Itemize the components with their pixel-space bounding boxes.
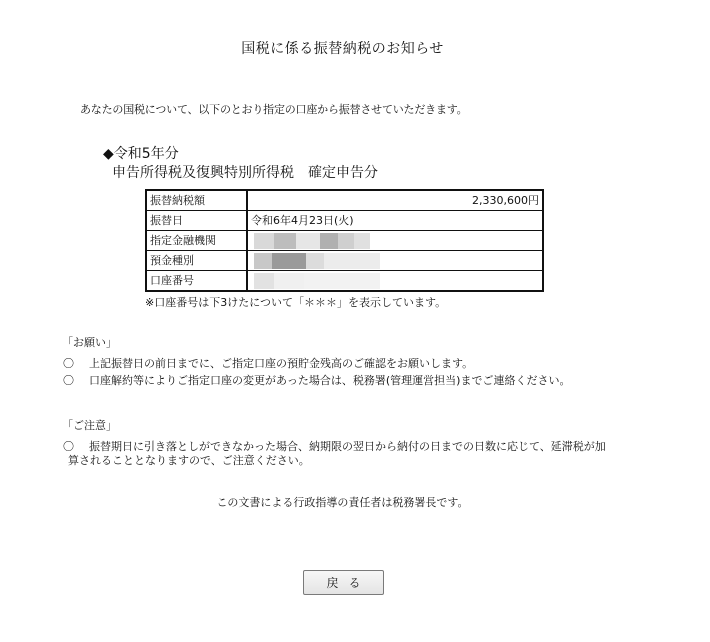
caution-text: 振替期日に引き落としができなかった場合、納期限の翌日から納付の日までの日数に応じて、延滞税が加 (89, 440, 606, 453)
page-title: 国税に係る振替納税のお知らせ (241, 41, 444, 57)
bank-label: 指定金融機関 (146, 231, 247, 251)
amount-label: 振替納税額 (146, 190, 247, 211)
account-number-label: 口座番号 (146, 271, 247, 292)
table-row (146, 190, 543, 211)
redacted-mosaic (254, 253, 384, 269)
requests-heading: 「お願い」 (62, 336, 117, 349)
transfer-date-label: 振替日 (146, 211, 247, 231)
table-row (146, 231, 543, 251)
transfer-info-table (145, 189, 544, 292)
back-button[interactable]: 戻る (303, 570, 384, 595)
redacted-mosaic (254, 233, 374, 249)
list-item (63, 374, 653, 388)
responsibility-note: この文書による行政指導の責任者は税務署長です。 (216, 496, 469, 509)
table-row (146, 271, 543, 292)
account-number-value (247, 271, 543, 292)
request-text: 上記振替日の前日までに、ご指定口座の預貯金残高のご確認をお願いします。 (89, 357, 474, 370)
circle-bullet-icon: 〇 (63, 374, 74, 387)
table-row (146, 251, 543, 271)
diamond-icon: ◆ (103, 146, 114, 162)
tax-section-heading (103, 145, 378, 183)
list-item (63, 440, 653, 468)
intro-text: あなたの国税について、以下のとおり指定の口座から振替させていただきます。 (80, 103, 468, 116)
circle-bullet-icon: 〇 (63, 357, 74, 370)
account-type-label: 預金種別 (146, 251, 247, 271)
redacted-mosaic (254, 273, 384, 289)
transfer-date-value: 令和6年4月23日(火) (247, 211, 543, 231)
account-number-note: ※口座番号は下3けたについて「＊＊＊」を表示しています。 (145, 296, 447, 309)
request-text: 口座解約等によりご指定口座の変更があった場合は、税務署(管理運営担当)までご連絡ください。 (89, 374, 571, 387)
tax-name: 申告所得税及復興特別所得税 確定申告分 (112, 165, 378, 181)
circle-bullet-icon: 〇 (63, 440, 74, 453)
amount-value: 2,330,600円 (247, 190, 543, 211)
account-type-value (247, 251, 543, 271)
table-row (146, 211, 543, 231)
caution-text-continuation: 算されることとなりますので、ご注意ください。 (68, 454, 310, 467)
cautions-heading: 「ご注意」 (62, 419, 117, 432)
list-item (63, 357, 653, 371)
tax-year: 令和5年分 (113, 146, 179, 162)
bank-value (247, 231, 543, 251)
